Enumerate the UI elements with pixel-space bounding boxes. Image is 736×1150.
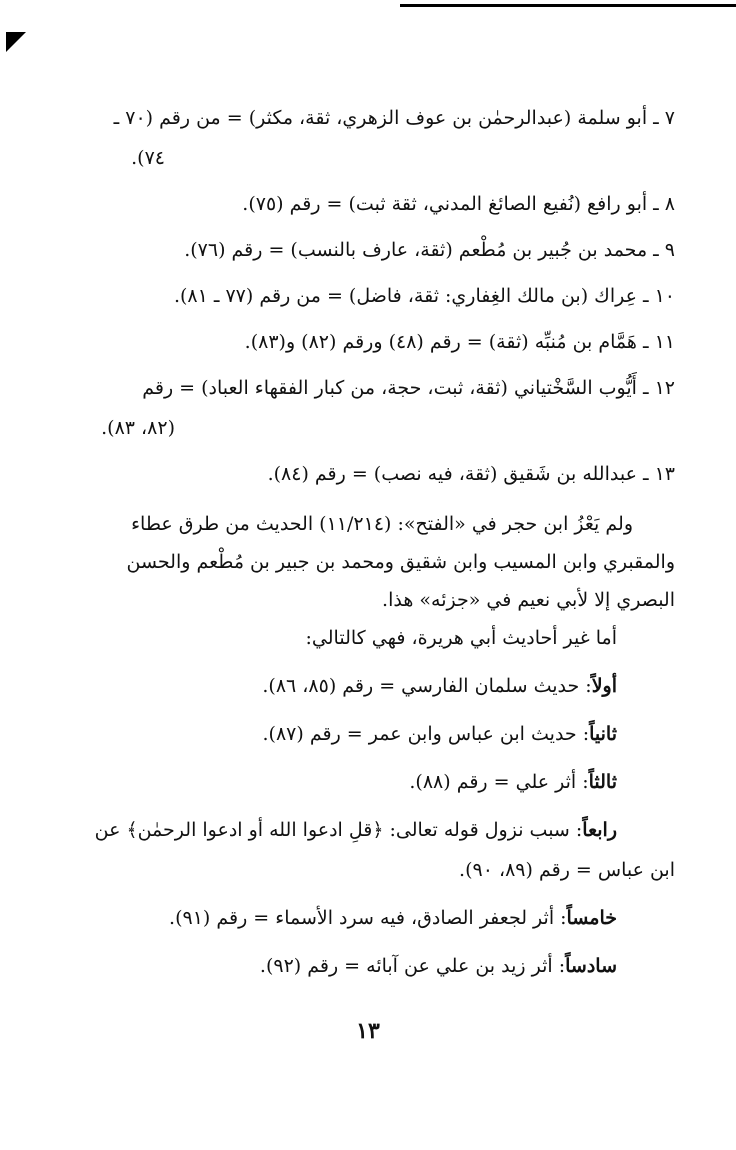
list-item-text: : أثر لجعفر الصادق، فيه سرد الأسماء = رقم (٩١). (169, 907, 567, 929)
page-body (60, 100, 675, 988)
ordinal-label: رابعاً (582, 819, 617, 841)
ordinal-label: خامساً (566, 907, 617, 929)
ordinal-label: أولاً (591, 675, 617, 697)
list-item-line-cont: ابن عباس = رقم (٨٩، ٩٠). (459, 859, 675, 881)
narrator-item-7 (60, 100, 675, 176)
narrator-line: ١٢ ـ أَيُّوب السَّخْتياني (ثقة، ثبت، حجة، من كبار الفقهاء العباد) = رقم (142, 377, 675, 399)
narrator-item-9 (60, 232, 675, 268)
list-item-first (60, 668, 675, 704)
list-item-third (60, 764, 675, 800)
narrator-line: ٧ ـ أبو سلمة (عبدالرحمٰن بن عوف الزهري، ثقة، مكثر) = من رقم (٧٠ ـ (113, 107, 675, 129)
narrator-item-8 (60, 186, 675, 222)
narrator-item-12 (60, 370, 675, 446)
ordinal-label: ثانياً (589, 723, 617, 745)
intro-line: أما غير أحاديث أبي هريرة، فهي كالتالي: (305, 627, 617, 649)
corner-triangle-mark (6, 32, 26, 52)
top-rule (400, 4, 736, 7)
narrator-line: ١٣ ـ عبدالله بن شَقيق (ثقة، فيه نصب) = رقم (٨٤). (267, 463, 675, 485)
narrator-item-11 (60, 324, 675, 360)
paragraph-line: البصري إلا لأبي نعيم في «جزئه» هذا. (382, 589, 675, 611)
narrator-line: ١٠ ـ عِراك (بن مالك الغِفاري: ثقة، فاضل) = من رقم (٧٧ ـ ٨١). (173, 285, 675, 307)
list-item-fifth (60, 900, 675, 936)
narrator-line-cont: ٧٤). (131, 147, 165, 169)
narrator-item-10 (60, 278, 675, 314)
list-item-sixth (60, 948, 675, 984)
ordinal-label: سادساً (565, 955, 617, 977)
list-item-fourth (60, 812, 675, 888)
narrator-line: ٩ ـ محمد بن جُبير بن مُطْعم (ثقة، عارف بالنسب) = رقم (٧٦). (184, 239, 675, 261)
list-item-line (60, 812, 675, 848)
page-number: ١٣ (356, 1018, 380, 1044)
list-item-text: : سبب نزول قوله تعالى: ﴿قلِ ادعوا الله أو ادعوا الرحمٰن﴾ عن (94, 819, 583, 841)
narrator-item-13 (60, 456, 675, 492)
narrator-line: ٨ ـ أبو رافع (نُفيع الصائغ المدني، ثقة ثبت) = رقم (٧٥). (242, 193, 675, 215)
narrator-line-cont: (٨٢، ٨٣). (101, 417, 175, 439)
list-item-second (60, 716, 675, 752)
ordinal-label: ثالثاً (588, 771, 617, 793)
list-item-text: : حديث سلمان الفارسي = رقم (٨٥، ٨٦). (262, 675, 592, 697)
paragraph-line: والمقبري وابن المسيب وابن شقيق ومحمد بن جبير بن مُطْعم والحسن (126, 551, 675, 573)
paragraph-line: ولم يَعْزُ ابن حجر في «الفتح»: (١١/٢١٤) الحديث من طرق عطاء (131, 513, 633, 535)
narrator-line: ١١ ـ هَمَّام بن مُنبِّه (ثقة) = رقم (٤٨) ورقم (٨٢) و(٨٣). (244, 331, 675, 353)
commentary-paragraph (60, 506, 675, 618)
list-item-text: : أثر علي = رقم (٨٨). (409, 771, 589, 793)
list-item-text: : حديث ابن عباس وابن عمر = رقم (٨٧). (262, 723, 590, 745)
list-item-text: : أثر زيد بن علي عن آبائه = رقم (٩٢). (259, 955, 566, 977)
